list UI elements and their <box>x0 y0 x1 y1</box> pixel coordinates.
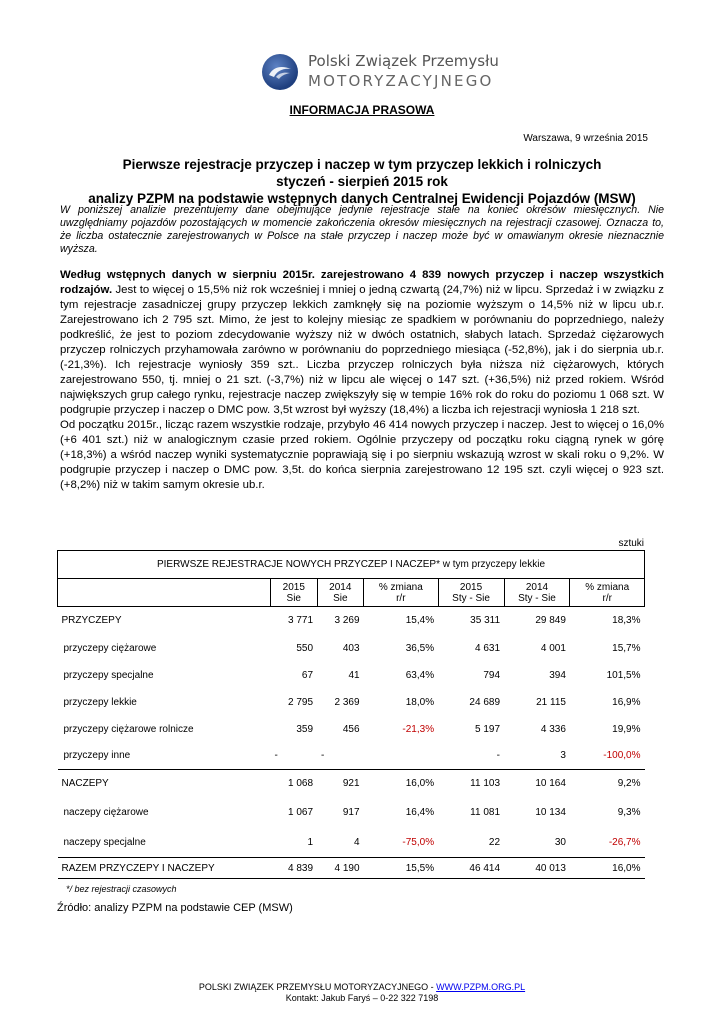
column-header: 2015 Sie <box>271 579 318 607</box>
paragraph-1-text: Jest to więcej o 15,5% niż rok wcześniej i mniej o jedną czwartą (24,7%) niż w lipcu. Sprzedaż i w związku z tym rejestracje zasadniczej grupy przyczep lekkich zamknęły się na poziomie wyższym o 14,5% niż w lipcu ub.r. Zarejestrowano ich 2 795 szt. Mimo, że jest to kolejny miesiąc ze spadkiem w porównaniu do poprzedniego, należy podkreślić, że jest to poziom zdecydowanie wyższy niż w dwóch ostatnich, słabych latach. Sprzedaż ciężarowych przyczep rolniczych przyhamowała zarówno w porównaniu do poprzedniego miesiąca (-52,8%), jak i do sierpnia ub.r. (-21,3%). Ich rejestracje wyniosły 359 szt.. Liczba przyczep rolniczych była niższa niż ciężarowych, których zarejestrowano 550, tj. mniej o 21 szt. (-3,7%) niż w lipcu ale więcej o 147 szt. (+36,5%) niż przed rokiem. Wśród największych grup całego rynku, rejestracje naczep zwiększyły się w tempie 16% rok do roku do poziomu 1 068 szt. W podgrupie przyczep i naczep o DMC pow. 3,5t wzrost był wyższy (18,4%) a liczba ich rejestracji wyniosła 1 218 szt. <box>60 284 664 416</box>
logo-line1: Polski Związek Przemysłu <box>308 52 499 70</box>
title-line1: Pierwsze rejestracje przyczep i naczep w tym przyczep lekkich i rolniczych <box>122 157 602 172</box>
table-cell: 4 001 <box>540 642 566 654</box>
table-cell: 15,4% <box>364 607 439 635</box>
table-cell: 16,0% <box>364 770 439 798</box>
table-cell: 16,4% <box>405 807 435 818</box>
table-cell: 794 <box>483 669 501 681</box>
paragraph-1 <box>60 268 664 418</box>
footer-org: POLSKI ZWIĄZEK PRZEMYSŁU MOTORYZACYJNEGO - <box>198 982 437 992</box>
column-header: % zmiana r/r <box>364 579 439 607</box>
table-cell: 4 839 <box>271 858 318 879</box>
table-cell: 46 414 <box>438 858 504 879</box>
release-date: Warszawa, 9 września 2015 <box>523 133 648 144</box>
table-cell: 3 <box>560 750 566 762</box>
table-cell: 16,0% <box>570 858 645 879</box>
table-cell: 4 190 <box>317 858 364 879</box>
table-cell: 359 <box>296 723 314 735</box>
table-cell: - <box>496 750 501 762</box>
table-cell: 5 197 <box>474 723 501 735</box>
data-source: Źródło: analizy PZPM na podstawie CEP (MSW) <box>57 902 293 914</box>
table-cell-negative: -26,7% <box>608 836 641 848</box>
table-cell: 16,9% <box>612 696 641 708</box>
table-cell: 9,2% <box>570 770 645 798</box>
table-cell: 11 103 <box>438 770 504 798</box>
row-label: przyczepy ciężarowe <box>63 642 157 654</box>
table-cell: 456 <box>342 723 360 735</box>
row-label: przyczepy ciężarowe rolnicze <box>63 723 194 735</box>
table-cell: 4 <box>354 836 360 848</box>
table-cell: - <box>274 750 278 762</box>
row-label: przyczepy lekkie <box>63 696 137 708</box>
document-title <box>60 156 664 207</box>
title-line3: analizy PZPM na podstawie wstępnych danych Centralnej Ewidencji Pojazdów (MSW) <box>88 191 636 206</box>
footer-website-link[interactable]: WWW.PZPM.ORG.PL <box>436 982 526 992</box>
table-row <box>58 828 645 858</box>
row-label: naczepy ciężarowe <box>63 807 149 818</box>
column-header: 2014 Sie <box>317 579 364 607</box>
table-cell: 1 067 <box>288 807 314 818</box>
table-unit: sztuki <box>618 538 644 549</box>
table-row <box>58 743 645 770</box>
table-cell-negative: -21,3% <box>402 723 435 735</box>
table-row <box>58 689 645 716</box>
column-header: % zmiana r/r <box>570 579 645 607</box>
header-label-cell <box>58 579 271 607</box>
table-title-row <box>58 551 645 579</box>
table-cell: 19,9% <box>612 723 641 735</box>
page-footer <box>0 982 724 1004</box>
table-cell: 11 081 <box>470 807 501 818</box>
table-cell: 4 336 <box>540 723 566 735</box>
table-cell: 3 269 <box>317 607 364 635</box>
row-label: PRZYCZEPY <box>58 607 271 635</box>
table-cell: 18,0% <box>405 696 435 708</box>
table-cell: 10 164 <box>504 770 570 798</box>
lead-sentence: Według wstępnych danych w sierpniu 2015r. zarejestrowano 4 839 nowych przyczep i naczep wszystkich rodzajów. <box>60 269 664 296</box>
table-cell: 63,4% <box>405 669 435 681</box>
table-row <box>58 798 645 828</box>
table-cell: 101,5% <box>606 669 641 681</box>
table-cell: 18,3% <box>570 607 645 635</box>
table-cell-negative: -100,0% <box>603 750 641 762</box>
table-cell: 2 369 <box>334 696 360 708</box>
table-cell: 10 134 <box>535 807 566 818</box>
press-release-label: INFORMACJA PRASOWA <box>289 103 435 117</box>
table-cell: 22 <box>488 836 501 848</box>
column-header: 2014 Sty - Sie <box>504 579 570 607</box>
pzpm-logo <box>262 48 499 98</box>
row-label: przyczepy specjalne <box>63 669 154 681</box>
footer-contact: Kontakt: Jakub Faryś – 0-22 322 7198 <box>285 993 439 1003</box>
table-cell: 41 <box>348 669 360 681</box>
table-cell-negative: -75,0% <box>402 836 435 848</box>
row-label: przyczepy inne <box>63 750 131 762</box>
table-cell: 15,5% <box>364 858 439 879</box>
table-cell: 29 849 <box>504 607 570 635</box>
table-cell: - <box>321 750 325 762</box>
row-label: NACZEPY <box>58 770 271 798</box>
pzpm-emblem-icon <box>262 54 298 90</box>
registrations-table <box>57 550 645 879</box>
table-footnote: */ bez rejestracji czasowych <box>66 884 177 894</box>
table-cell: 40 013 <box>504 858 570 879</box>
row-label: RAZEM PRZYCZEPY I NACZEPY <box>58 858 271 879</box>
table-cell <box>364 743 439 770</box>
table-cell: 24 689 <box>469 696 501 708</box>
table-row <box>58 607 645 635</box>
paragraph-2: Od początku 2015r., licząc razem wszystkie rodzaje, przybyło 46 414 nowych przyczep i naczep. Jest to więcej o 16,0% (+6 401 szt.) niż w analogicznym czasie przed rokiem. Ogólnie przyczepy od początku roku ciągną rynek w górę (+18,3%) a wśród naczep wyniki systematycznie poprawiają się i po sierpniu wskazują wzrost w skali roku o 9,2%. W podgrupie przyczep i naczep o DMC pow. 3,5t. do końca sierpnia zarejestrowano 12 195 szt. czyli więcej o 923 szt. (+8,2%) niż w takim samym okresie ub.r. <box>60 419 664 491</box>
table-cell: 394 <box>549 669 566 681</box>
table-cell: 2 795 <box>288 696 314 708</box>
table-cell: 1 068 <box>271 770 318 798</box>
table-cell: 403 <box>342 642 360 654</box>
table-title: PIERWSZE REJESTRACJE NOWYCH PRZYCZEP I NACZEP* w tym przyczepy lekkie <box>58 551 645 579</box>
table-total-row <box>58 858 645 879</box>
table-cell: 36,5% <box>405 642 435 654</box>
table-cell: 550 <box>296 642 314 654</box>
table-cell: 3 771 <box>271 607 318 635</box>
table-cell: 30 <box>554 836 566 848</box>
table-cell: 917 <box>342 807 360 818</box>
table-row <box>58 716 645 743</box>
table-row <box>58 635 645 662</box>
table-row <box>58 662 645 689</box>
column-header: 2015 Sty - Sie <box>438 579 504 607</box>
table-cell: 35 311 <box>438 607 504 635</box>
logo-line2: MOTORYZACYJNEGO <box>308 72 494 90</box>
table-cell: 15,7% <box>612 642 641 654</box>
title-line2: styczeń - sierpień 2015 rok <box>276 174 448 189</box>
table-row <box>58 770 645 798</box>
article-body <box>60 268 664 493</box>
table-cell: 67 <box>301 669 314 681</box>
table-cell: 4 631 <box>474 642 501 654</box>
column-header-row <box>58 579 645 607</box>
table-cell: 1 <box>307 836 314 848</box>
table-cell: 21 115 <box>536 696 566 708</box>
footer-org-line <box>0 982 724 993</box>
table-cell: 9,3% <box>617 807 641 818</box>
row-label: naczepy specjalne <box>63 836 146 848</box>
methodology-note: W poniższej analizie prezentujemy dane obejmujące jedynie rejestracje stałe na koniec okresów miesięcznych. Nie uwzględniamy pojazdów pozostających w momencie zakończenia okresów miesięcznych na rejestracji czasowej. Oznacza to, że liczba ostatecznie zarejestrowanych w Polsce na stałe przyczep i naczep może być w omawianym okresie nieznacznie wyższa. <box>60 204 664 255</box>
table-cell: 921 <box>317 770 364 798</box>
